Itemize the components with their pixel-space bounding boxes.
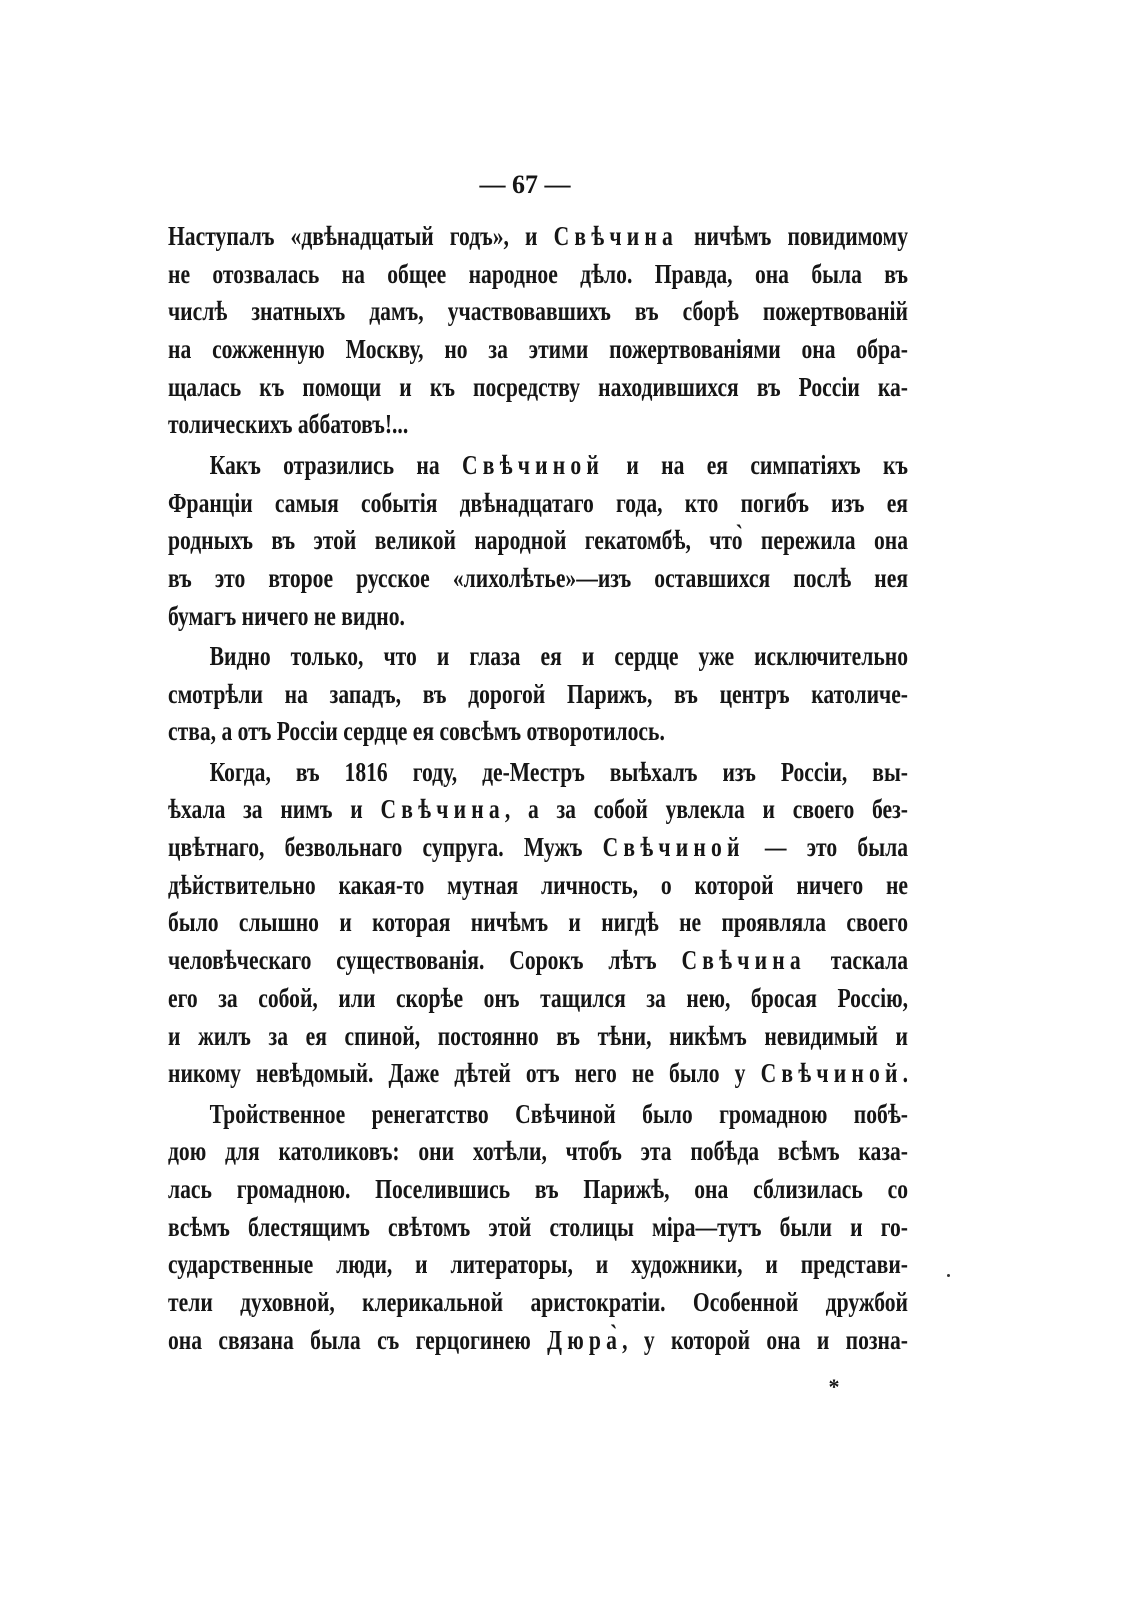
text-segment: — это была xyxy=(744,832,908,863)
text-segment: сударственные люди, и литераторы, и художники, и представи- xyxy=(168,1249,908,1280)
text-line xyxy=(168,1096,908,1134)
text-line xyxy=(168,829,908,867)
text-line xyxy=(168,560,908,598)
spaced-name: Свѣчиной xyxy=(461,449,604,480)
text-line xyxy=(168,256,908,294)
text-line xyxy=(168,1171,908,1209)
page-number: — 67 — xyxy=(479,170,571,199)
text-segment: лась громадною. Поселившись въ Парижѣ, она сблизилась со xyxy=(168,1173,908,1204)
text-segment: . xyxy=(902,1058,908,1089)
text-line xyxy=(168,904,908,942)
text-segment: цвѣтнаго, безвольнаго супруга. Мужъ xyxy=(168,832,603,863)
text-segment: щалась къ помощи и къ посредству находившихся въ Россіи ка- xyxy=(168,371,908,402)
text-segment: ства, а отъ Россіи сердце ея совсѣмъ отворотилось. xyxy=(168,716,665,747)
text-segment: смотрѣли на западъ, въ дорогой Парижъ, въ центръ католиче- xyxy=(168,678,908,709)
text-segment: никому невѣдомый. Даже дѣтей отъ него не было у xyxy=(168,1058,761,1089)
text-segment: не отозвалась на общее народное дѣло. Правда, она была въ xyxy=(168,258,908,289)
text-line xyxy=(168,942,908,980)
text-segment: ѣхала за нимъ и xyxy=(168,794,381,825)
text-segment: таскала xyxy=(805,945,908,976)
text-line xyxy=(168,1246,908,1284)
body-text xyxy=(168,218,908,1359)
text-line xyxy=(168,980,908,1018)
text-line xyxy=(168,331,908,369)
text-segment: Какъ отразились на xyxy=(209,449,462,480)
spaced-name: Свѣчиной xyxy=(760,1058,903,1089)
text-line xyxy=(168,1209,908,1247)
text-line xyxy=(168,598,908,636)
text-segment: человѣческаго существованія. Сорокъ лѣтъ xyxy=(168,945,682,976)
text-segment: и на ея симпатіяхъ къ xyxy=(604,449,908,480)
spaced-name: Свѣчина xyxy=(380,794,505,825)
text-line xyxy=(168,754,908,792)
text-line xyxy=(168,867,908,905)
text-segment: дѣйствительно какая-то мутная личность, о которой ничего не xyxy=(168,869,908,900)
text-segment: Видно только, что и глаза ея и сердце уже исключительно xyxy=(209,640,908,671)
spaced-name: Свѣчина xyxy=(681,945,806,976)
text-segment: его за собой, или скорѣе онъ тащился за нею, бросая Россію, xyxy=(168,982,908,1013)
paragraph xyxy=(168,447,908,635)
text-segment: и жилъ за ея спиной, постоянно въ тѣни, никѣмъ невидимый и xyxy=(168,1020,908,1051)
text-segment: толическихъ аббатовъ!... xyxy=(168,409,409,440)
text-segment: Тройственное ренегатство Свѣчиной было громадною побѣ- xyxy=(209,1098,908,1129)
text-line xyxy=(168,369,908,407)
scan-speck xyxy=(947,1274,950,1277)
text-segment: Франціи самыя событія двѣнадцатаго года, кто погибъ изъ ея xyxy=(168,487,908,518)
text-line xyxy=(168,1322,908,1360)
text-segment: она связана была съ герцогинею xyxy=(168,1324,548,1355)
paragraph xyxy=(168,218,908,444)
text-line xyxy=(168,1133,908,1171)
text-line xyxy=(168,406,908,444)
text-line xyxy=(168,1018,908,1056)
text-line xyxy=(168,1284,908,1322)
text-segment: въ это второе русское «лихолѣтье»—изъ оставшихся послѣ нея xyxy=(168,562,908,593)
spaced-name: Свѣчина xyxy=(553,221,678,251)
text-line xyxy=(168,485,908,523)
text-line xyxy=(168,1055,908,1093)
signature-mark: * xyxy=(828,1374,840,1399)
text-line xyxy=(168,713,908,751)
text-segment: Наступалъ «двѣнадцатый годъ», и xyxy=(168,221,554,251)
text-line xyxy=(168,791,908,829)
paragraph xyxy=(168,1096,908,1360)
text-segment: всѣмъ блестящимъ свѣтомъ этой столицы міра—тутъ были и го- xyxy=(168,1211,908,1242)
spaced-name: Дюра̀ xyxy=(547,1324,623,1355)
text-segment: было слышно и которая ничѣмъ и нигдѣ не проявляла своего xyxy=(168,907,908,938)
paragraph xyxy=(168,754,908,1093)
text-line xyxy=(168,638,908,676)
text-segment: бумагъ ничего не видно. xyxy=(168,600,405,631)
text-line xyxy=(168,676,908,714)
text-line xyxy=(168,522,908,560)
text-segment: ничѣмъ повидимому xyxy=(677,221,908,251)
paragraph xyxy=(168,638,908,751)
text-line xyxy=(168,447,908,485)
text-line xyxy=(168,218,908,256)
text-segment: тели духовной, клерикальной аристократіи. Особенной дружбой xyxy=(168,1287,908,1317)
text-line xyxy=(168,293,908,331)
text-segment: родныхъ въ этой великой народной гекатомбѣ, что̀ пережила она xyxy=(168,525,908,556)
text-segment: числѣ знатныхъ дамъ, участвовавшихъ въ сборѣ пожертвованій xyxy=(168,296,908,327)
text-segment: на сожженную Москву, но за этими пожертвованіями она обра- xyxy=(168,334,908,365)
spaced-name: Свѣчиной xyxy=(602,832,745,863)
text-segment: дою для католиковъ: они хотѣли, чтобъ эта побѣда всѣмъ каза- xyxy=(168,1136,908,1167)
text-segment: Когда, въ 1816 году, де-Местръ выѣхалъ изъ Россіи, вы- xyxy=(209,756,908,787)
text-segment: , а за собой увлекла и своего без- xyxy=(504,794,908,825)
text-segment: , у которой она и позна- xyxy=(622,1324,908,1355)
